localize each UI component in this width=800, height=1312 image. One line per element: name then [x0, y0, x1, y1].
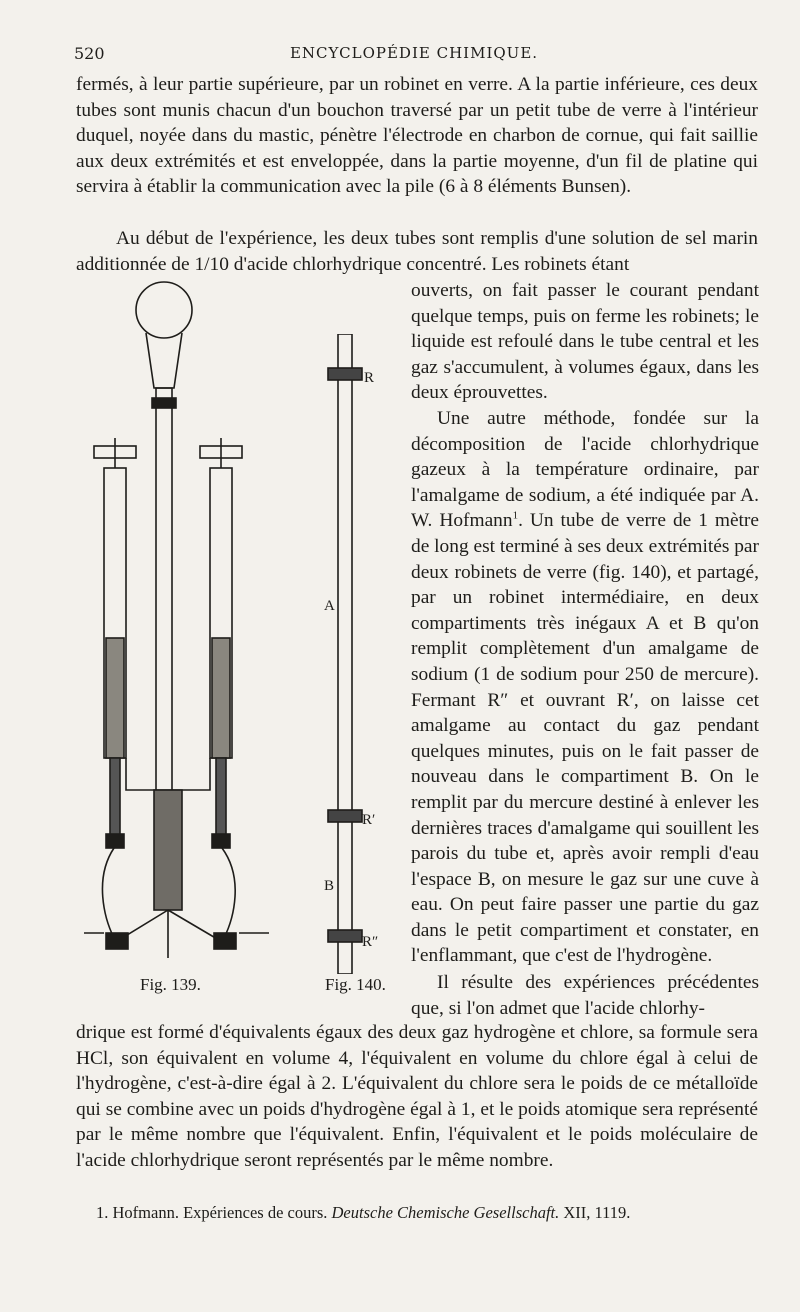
figure-139 — [84, 278, 284, 978]
paragraph-full-width: drique est formé d'équivalents égaux des deux gaz hydrogène et chlore, sa formule sera HCl, son équivalent en volume 4, l'équivalent en volume du chlore égal à celui de l'hydrogène, c'est-à-dire égal à 2. L'équivalent du chlore sera le poids de ce métalloïde qui se combine avec un poids d'hydrogène égal à 1, et le poids atomique sera représenté par le même nombre que l'équivalent. Enfin, l'équivalent et le poids moléculaire de l'acide chlorhydrique seront représentés par le même nombre. — [76, 1022, 758, 1171]
page-header — [74, 44, 754, 66]
figure-139-caption: Fig. 139. — [140, 975, 201, 994]
electrolysis-apparatus-drawing — [84, 278, 284, 978]
footnote-marker: 1 — [512, 509, 519, 522]
label-a: A — [324, 598, 335, 614]
footnote — [96, 1203, 776, 1223]
footnote-author: Hofmann. — [112, 1203, 179, 1222]
footnote-number: 1. — [96, 1203, 109, 1222]
label-r-double-prime: R″ — [362, 934, 379, 950]
running-title: ENCYCLOPÉDIE CHIMIQUE. — [289, 44, 539, 62]
column-paragraph-1: ouverts, on fait passer le courant pendant quelque temps, puis on ferme les robinets; le liquide est refoulé dans le tube central et les gaz s'accumulent, à volumes égaux, dans les deux éprouvettes. — [411, 280, 759, 404]
column-paragraph-3: Il résulte des expériences précédentes que, si l'on admet que l'acide chlorhy- — [411, 972, 759, 1019]
hofmann-tube-drawing — [314, 334, 384, 974]
label-r-prime: R′ — [362, 812, 376, 828]
label-b: B — [324, 878, 335, 894]
footnote-ref: XII, 1119. — [563, 1203, 631, 1222]
paragraph-2-start: Au début de l'expérience, les deux tubes sont remplis d'une solution de sel marin additionnée de 1/10 d'acide chlorhydrique concentré. Les robinets étant — [76, 228, 758, 275]
footnote-journal: Deutsche Chemische Gesellschaft. — [331, 1203, 560, 1222]
page-number: 520 — [74, 44, 105, 63]
column-paragraph-2 — [411, 406, 759, 969]
footnote-text: Expériences de cours. — [183, 1203, 328, 1222]
label-r: R — [364, 370, 375, 386]
column-paragraph-2-a: Une autre méthode, fondée sur la décomposition de l'acide chlorhydrique gazeux à la température ordinaire, par l'amalgame de sodium, a été indiquée par A. W. Hofmann — [411, 408, 759, 532]
figure-140-caption: Fig. 140. — [325, 975, 386, 994]
paragraph-1: fermés, à leur partie supérieure, par un robinet en verre. A la partie inférieure, ces deux tubes sont munis chacun d'un bouchon traversé par un petit tube de verre à l'intérieur duquel, noyée dans du mastic, pénètre l'électrode en charbon de cornue, qui fait saillie aux deux extrémités et est enveloppée, dans la partie moyenne, d'un fil de platine qui servira à établir la communication avec la pile (6 à 8 éléments Bunsen). — [76, 74, 758, 198]
column-paragraph-2-b: . Un tube de verre de 1 mètre de long est terminé à ses deux extrémités par deux robinets de verre (fig. 140), et partagé, par un robinet intermédiaire, en deux compartiments très inégaux A et B qu'on remplit complètement d'un amalgame de sodium (1 de sodium pour 250 de mercure). Fermant R″ et ouvrant R′, on laisse cet amalgame au contact du gaz pendant quelques minutes, puis on le fait passer de nouveau dans le compartiment B. On le remplit par du mercure destiné à enlever les dernières traces d'amalgame qui souillent les parois du tube et, après avoir rempli d'eau l'espace B, on mesure le gaz sur une cuve à eau. On peut faire passer une partie du gaz dans le petit compartiment et constater, en l'enflammant, que c'est de l'hydrogène. — [411, 510, 759, 967]
figure-140 — [314, 334, 384, 974]
